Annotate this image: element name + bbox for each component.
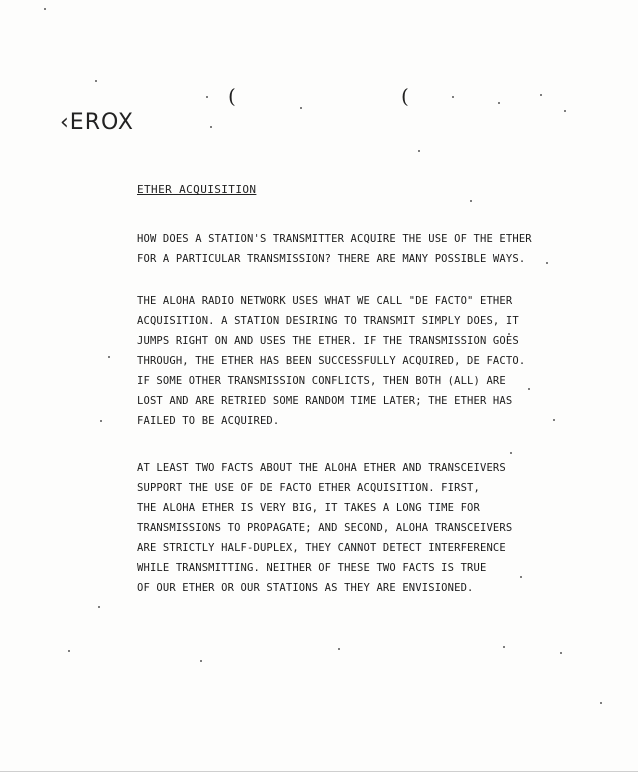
scan-speck <box>510 452 512 454</box>
punch-hole-mark-right: ( <box>401 84 409 108</box>
scan-speck <box>600 702 602 704</box>
xerox-logo: ‹EROX <box>60 110 134 135</box>
text-line: WHILE TRANSMITTING. NEITHER OF THESE TWO FACTS IS TRUE <box>137 562 487 574</box>
scan-speck <box>338 648 340 650</box>
text-line: LOST AND ARE RETRIED SOME RANDOM TIME LATER; THE ETHER HAS <box>137 395 513 407</box>
paragraph-1 <box>137 229 532 269</box>
scan-speck <box>553 419 555 421</box>
text-line: FAILED TO BE ACQUIRED. <box>137 415 280 427</box>
scan-speck <box>470 200 472 202</box>
scan-speck <box>95 80 97 82</box>
text-line: ARE STRICTLY HALF-DUPLEX, THEY CANNOT DETECT INTERFERENCE <box>137 542 506 554</box>
scan-speck <box>100 420 102 422</box>
paragraph-2 <box>137 291 525 431</box>
text-line: THE ALOHA RADIO NETWORK USES WHAT WE CALL "DE FACTO" ETHER <box>137 295 513 307</box>
text-line: THE ALOHA ETHER IS VERY BIG, IT TAKES A LONG TIME FOR <box>137 502 480 514</box>
text-line: HOW DOES A STATION'S TRANSMITTER ACQUIRE THE USE OF THE ETHER <box>137 233 532 245</box>
section-heading: ETHER ACQUISITION <box>137 183 257 196</box>
text-line: AT LEAST TWO FACTS ABOUT THE ALOHA ETHER AND TRANSCEIVERS <box>137 462 506 474</box>
scan-speck <box>206 96 208 98</box>
scan-speck <box>508 333 510 335</box>
scan-speck <box>300 107 302 109</box>
scan-speck <box>200 660 202 662</box>
scan-speck <box>546 262 548 264</box>
scan-speck <box>452 96 454 98</box>
text-line: FOR A PARTICULAR TRANSMISSION? THERE ARE MANY POSSIBLE WAYS. <box>137 253 526 265</box>
text-line: SUPPORT THE USE OF DE FACTO ETHER ACQUISITION. FIRST, <box>137 482 480 494</box>
punch-hole-mark-left: ( <box>228 84 236 108</box>
text-line: ACQUISITION. A STATION DESIRING TO TRANSMIT SIMPLY DOES, IT <box>137 315 519 327</box>
scan-speck <box>564 110 566 112</box>
scan-speck <box>98 606 100 608</box>
text-line: TRANSMISSIONS TO PROPAGATE; AND SECOND, ALOHA TRANSCEIVERS <box>137 522 513 534</box>
scan-speck <box>560 652 562 654</box>
scan-speck <box>503 646 505 648</box>
text-line: THROUGH, THE ETHER HAS BEEN SUCCESSFULLY ACQUIRED, DE FACTO. <box>137 355 526 367</box>
scan-speck <box>44 8 46 10</box>
scan-speck <box>498 102 500 104</box>
scan-speck <box>210 126 212 128</box>
scan-speck <box>520 576 522 578</box>
text-line: IF SOME OTHER TRANSMISSION CONFLICTS, THEN BOTH (ALL) ARE <box>137 375 506 387</box>
paragraph-3 <box>137 458 512 598</box>
scan-speck <box>108 356 110 358</box>
scan-speck <box>540 94 542 96</box>
text-line: OF OUR ETHER OR OUR STATIONS AS THEY ARE ENVISIONED. <box>137 582 474 594</box>
scan-speck <box>418 150 420 152</box>
scan-speck <box>68 650 70 652</box>
text-line: JUMPS RIGHT ON AND USES THE ETHER. IF THE TRANSMISSION GOES <box>137 335 519 347</box>
scan-speck <box>528 388 530 390</box>
